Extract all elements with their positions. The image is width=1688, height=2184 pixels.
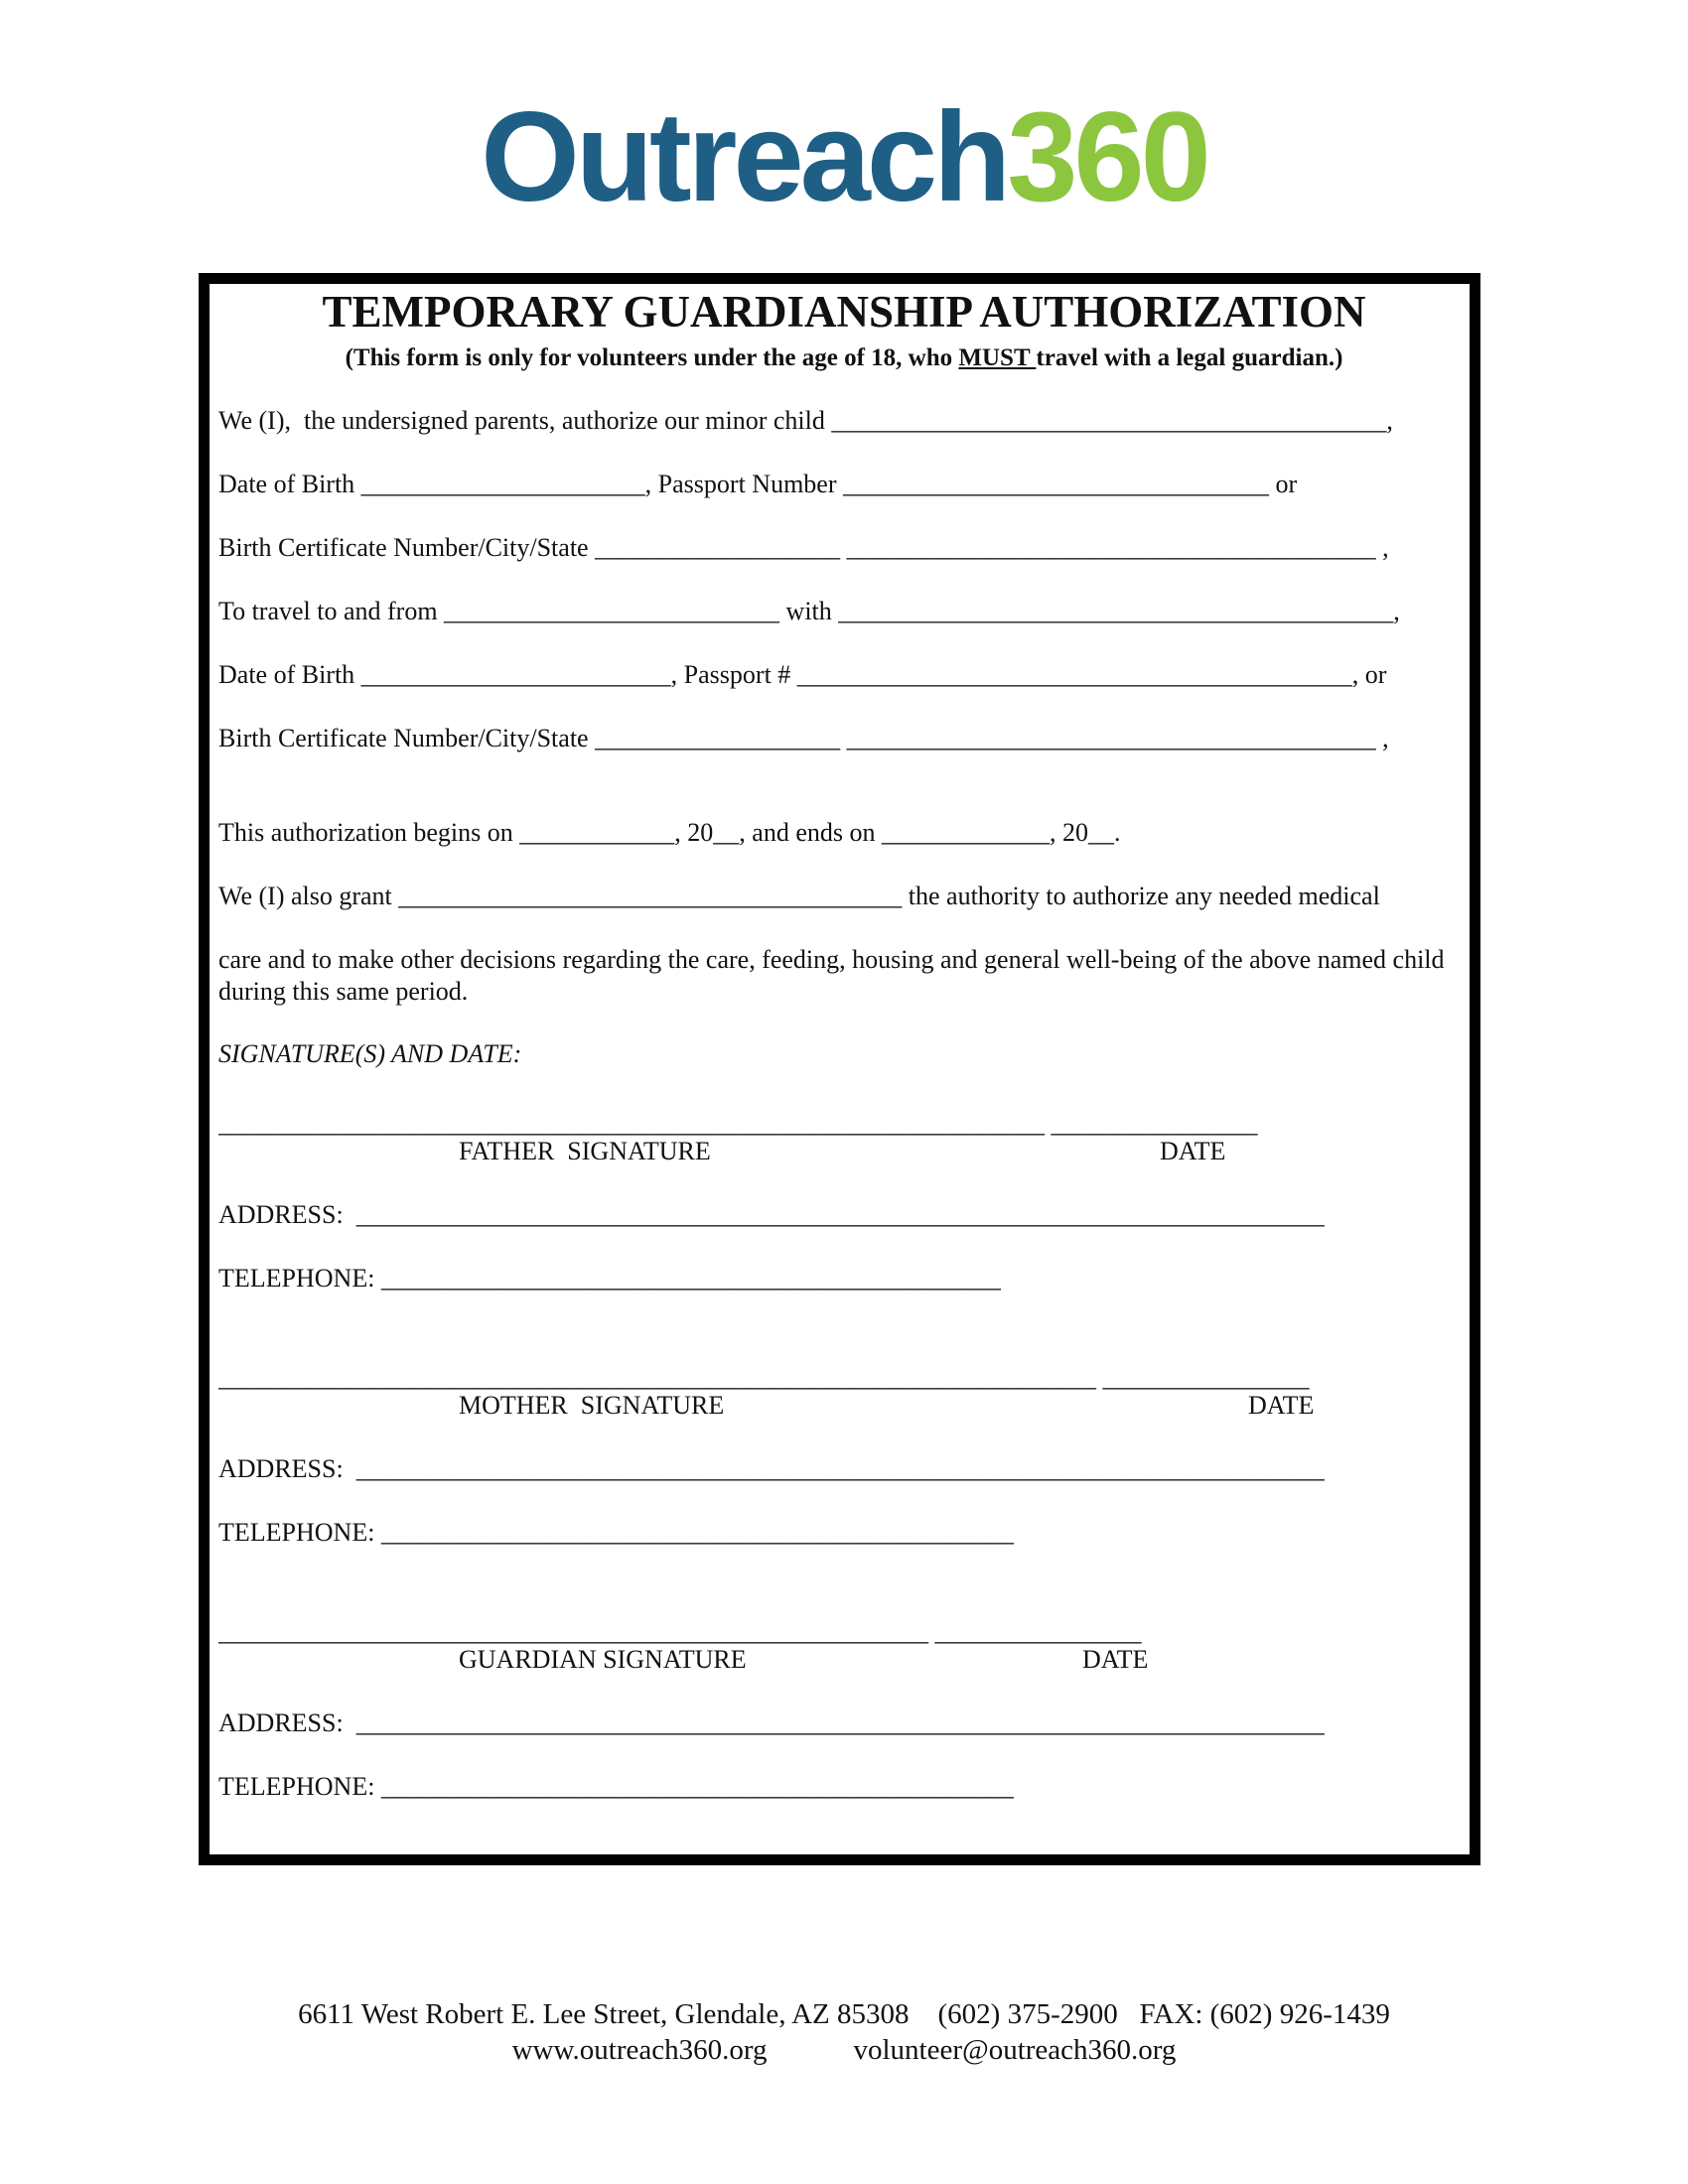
father-signature-label: FATHER SIGNATURE bbox=[459, 1137, 711, 1165]
father-address-line[interactable]: ADDRESS: ___________________________________________________________________________ bbox=[218, 1200, 1325, 1229]
footer-address: 6611 West Robert E. Lee Street, Glendale, AZ 85308 (602) 375-2900 FAX: (602) 926-1439 bbox=[298, 1998, 1390, 2030]
father-signature-line[interactable]: ________________________________________________________________ ________________ bbox=[218, 1109, 1258, 1138]
outreach360-logo bbox=[0, 86, 1688, 228]
guardian-dob-passport-line[interactable]: Date of Birth ________________________, Passport # ___________________________________________, or bbox=[218, 660, 1387, 689]
care-paragraph: care and to make other decisions regarding the care, feeding, housing and general well-being of the above named child during this same period. bbox=[218, 945, 1445, 1006]
child-dob-passport-line[interactable]: Date of Birth ______________________, Passport Number _________________________________ or bbox=[218, 470, 1298, 498]
guardian-signature-line[interactable]: _______________________________________________________ ________________ bbox=[218, 1617, 1142, 1646]
mother-address-line[interactable]: ADDRESS: ___________________________________________________________________________ bbox=[218, 1454, 1325, 1483]
subtitle-pre: (This form is only for volunteers under the age of 18, who bbox=[345, 344, 959, 371]
authorization-dates-line[interactable]: This authorization begins on ____________, 20__, and ends on _____________, 20__. bbox=[218, 818, 1121, 847]
subtitle-emphasis: MUST bbox=[958, 344, 1037, 371]
guardian-telephone-line[interactable]: TELEPHONE: _________________________________________________ bbox=[218, 1772, 1014, 1801]
logo-text-outreach: Outreach bbox=[481, 86, 1008, 228]
grant-authority-line[interactable]: We (I) also grant _______________________________________ the authority to authorize any needed medical bbox=[218, 882, 1380, 910]
child-birth-certificate-line[interactable]: Birth Certificate Number/City/State ___________________ _________________________________________ , bbox=[218, 533, 1389, 562]
mother-signature-label: MOTHER SIGNATURE bbox=[459, 1391, 725, 1420]
guardian-address-line[interactable]: ADDRESS: ___________________________________________________________________________ bbox=[218, 1708, 1325, 1737]
signatures-heading: SIGNATURE(S) AND DATE: bbox=[218, 1039, 522, 1068]
footer-contact: www.outreach360.org volunteer@outreach360.org bbox=[511, 2034, 1177, 2066]
guardian-birth-certificate-line[interactable]: Birth Certificate Number/City/State ___________________ _________________________________________ , bbox=[218, 724, 1389, 752]
travel-destination-line[interactable]: To travel to and from __________________________ with ___________________________________________, bbox=[218, 597, 1400, 625]
guardian-signature-label: GUARDIAN SIGNATURE bbox=[459, 1645, 747, 1674]
mother-signature-line[interactable]: ____________________________________________________________________ ________________ bbox=[218, 1363, 1310, 1392]
form-subtitle bbox=[0, 345, 1688, 370]
father-telephone-line[interactable]: TELEPHONE: ________________________________________________ bbox=[218, 1264, 1001, 1293]
mother-telephone-line[interactable]: TELEPHONE: _________________________________________________ bbox=[218, 1518, 1014, 1547]
minor-child-line[interactable]: We (I), the undersigned parents, authorize our minor child ___________________________________________, bbox=[218, 406, 1393, 435]
mother-date-label: DATE bbox=[1248, 1391, 1315, 1420]
father-date-label: DATE bbox=[1160, 1137, 1226, 1165]
form-title: TEMPORARY GUARDIANSHIP AUTHORIZATION bbox=[322, 287, 1366, 337]
guardian-date-label: DATE bbox=[1082, 1645, 1149, 1674]
logo-text-360: 360 bbox=[1007, 86, 1207, 228]
subtitle-post: travel with a legal guardian.) bbox=[1036, 344, 1343, 371]
